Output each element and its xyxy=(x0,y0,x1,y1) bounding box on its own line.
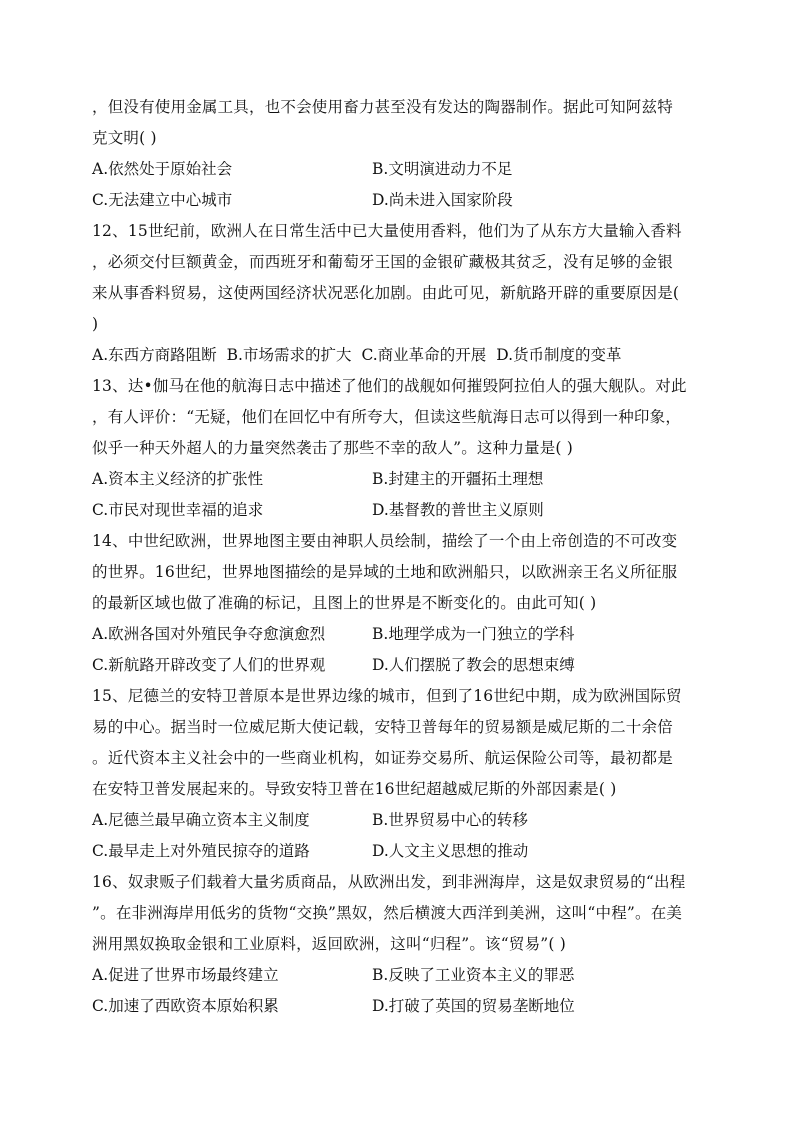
option-d[interactable]: D.打破了英国的贸易垄断地位 xyxy=(372,997,575,1015)
option-c[interactable]: C.无法建立中心城市 xyxy=(92,191,233,209)
question-13 xyxy=(92,371,712,526)
option-c[interactable]: C.加速了西欧资本原始积累 xyxy=(92,997,279,1015)
question-15 xyxy=(92,681,712,867)
question-11 xyxy=(92,92,712,216)
options-row xyxy=(92,464,712,495)
options-row xyxy=(92,185,712,216)
question-text-line: 在安特卫普发展起来的。导致安特卫普在16世纪超越威尼斯的外部因素是( ) xyxy=(92,780,617,798)
question-text-line: 洲用黑奴换取金银和工业原料，返回欧洲，这叫“归程”。该“贸易”( ) xyxy=(92,935,567,953)
question-text-line: 14、中世纪欧洲，世界地图主要由神职人员绘制，描绘了一个由上帝创造的不可改变 xyxy=(92,532,678,550)
question-14 xyxy=(92,526,712,681)
question-text-line: 13、达•伽马在他的航海日志中描述了他们的战舰如何摧毁阿拉伯人的强大舰队。对此 xyxy=(92,377,687,395)
options-row xyxy=(92,650,712,681)
options-row xyxy=(92,836,712,867)
option-b[interactable]: B.市场需求的扩大 xyxy=(226,346,352,364)
question-text-line: ) xyxy=(92,315,99,333)
question-text-line: 易的中心。据当时一位威尼斯大使记载，安特卫普每年的贸易额是威尼斯的二十余倍 xyxy=(92,718,673,736)
options-row xyxy=(92,154,712,185)
options-row xyxy=(92,495,712,526)
question-text-line: 。近代资本主义社会中的一些商业机构，如证券交易所、航运保险公司等，最初都是 xyxy=(92,749,673,767)
option-a[interactable]: A.促进了世界市场最终建立 xyxy=(92,966,279,984)
option-d[interactable]: D.人文主义思想的推动 xyxy=(372,842,529,860)
question-text-line: ，但没有使用金属工具，也不会使用畜力甚至没有发达的陶器制作。据此可知阿兹特 xyxy=(92,98,673,116)
options-row xyxy=(92,960,712,991)
question-12 xyxy=(92,216,712,371)
option-a[interactable]: A.资本主义经济的扩张性 xyxy=(92,470,264,488)
question-text-line: 克文明( ) xyxy=(92,129,157,147)
option-b[interactable]: B.世界贸易中心的转移 xyxy=(372,811,528,829)
question-list xyxy=(92,92,712,1022)
option-d[interactable]: D.货币制度的变革 xyxy=(496,346,622,364)
question-text-line: ，必须交付巨额黄金，而西班牙和葡萄牙王国的金银矿藏极其贫乏，没有足够的金银 xyxy=(92,253,673,271)
option-a[interactable]: A.欧洲各国对外殖民争夺愈演愈烈 xyxy=(92,625,326,643)
option-b[interactable]: B.反映了工业资本主义的罪恶 xyxy=(372,966,575,984)
question-text-line: 16、奴隶贩子们载着大量劣质商品，从欧洲出发，到非洲海岸，这是奴隶贸易的“出程 xyxy=(92,873,686,891)
option-b[interactable]: B.文明演进动力不足 xyxy=(372,160,513,178)
options-row xyxy=(92,805,712,836)
option-a[interactable]: A.依然处于原始社会 xyxy=(92,160,233,178)
question-text-line: 12、15世纪前，欧洲人在日常生活中已大量使用香料，他们为了从东方大量输入香料 xyxy=(92,222,682,240)
option-c[interactable]: C.最早走上对外殖民掠夺的道路 xyxy=(92,842,310,860)
option-d[interactable]: D.人们摆脱了教会的思想束缚 xyxy=(372,656,575,674)
question-text-line: 的最新区域也做了准确的标记，且图上的世界是不断变化的。由此可知( ) xyxy=(92,594,597,612)
option-c[interactable]: C.市民对现世幸福的追求 xyxy=(92,501,264,519)
option-c[interactable]: C.新航路开辟改变了人们的世界观 xyxy=(92,656,326,674)
option-b[interactable]: B.封建主的开疆拓土理想 xyxy=(372,470,544,488)
options-row xyxy=(92,619,712,650)
option-b[interactable]: B.地理学成为一门独立的学科 xyxy=(372,625,575,643)
question-text-line: 15、尼德兰的安特卫普原本是世界边缘的城市，但到了16世纪中期，成为欧洲国际贸 xyxy=(92,687,682,705)
question-text-line: ，有人评价：“无疑，他们在回忆中有所夸大，但读这些航海日志可以得到一种印象， xyxy=(92,408,682,426)
question-text-line: 的世界。16世纪，世界地图描绘的是异域的土地和欧洲船只，以欧洲亲王名义所征服 xyxy=(92,563,678,581)
option-d[interactable]: D.基督教的普世主义原则 xyxy=(372,501,544,519)
option-a[interactable]: A.尼德兰最早确立资本主义制度 xyxy=(92,811,310,829)
question-16 xyxy=(92,867,712,1022)
option-a[interactable]: A.东西方商路阻断 xyxy=(92,346,217,364)
options-row xyxy=(92,340,712,371)
question-text-line: ”。在非洲海岸用低劣的货物“交换”黑奴，然后横渡大西洋到美洲，这叫“中程”。在美 xyxy=(92,904,683,922)
options-row xyxy=(92,991,712,1022)
option-d[interactable]: D.尚未进入国家阶段 xyxy=(372,191,513,209)
question-text-line: 似乎一种天外超人的力量突然袭击了那些不幸的敌人”。这种力量是( ) xyxy=(92,439,574,457)
option-c[interactable]: C.商业革命的开展 xyxy=(361,346,487,364)
question-text-line: 来从事香料贸易，这使两国经济状况恶化加剧。由此可见，新航路开辟的重要原因是( xyxy=(92,284,680,302)
